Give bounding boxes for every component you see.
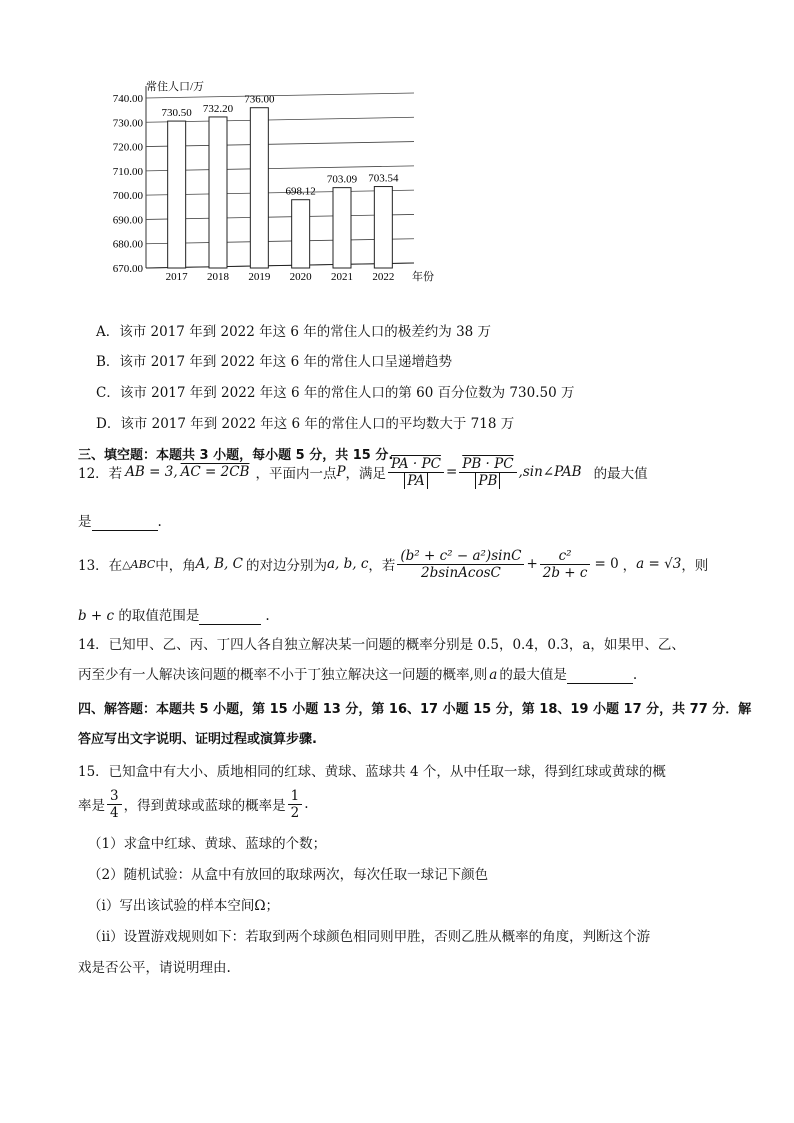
q12-mid: ，平面内一点 xyxy=(255,466,337,482)
q12-frac1-den: PA xyxy=(404,473,428,489)
q13-t5: ，则 xyxy=(681,558,709,574)
q13-range-text: 的取值范围是 xyxy=(118,608,200,624)
q12-line2-text: 是 xyxy=(78,514,92,530)
y-tick-label: 670.00 xyxy=(112,263,143,275)
q12-frac2-num: PB · PC xyxy=(459,456,516,473)
q12-sin: ,sin∠PAB xyxy=(518,464,582,480)
bar-2020 xyxy=(292,200,310,268)
q15-f2-den: 2 xyxy=(290,804,300,821)
q14-line2b: 的最大值是 xyxy=(499,667,567,683)
bar-value-label: 736.00 xyxy=(244,93,275,106)
q15-part-2-i: （i）写出该试验的样本空间Ω； xyxy=(88,898,280,914)
q15-l2c: . xyxy=(304,796,309,812)
q13-bc: b + c xyxy=(78,608,115,624)
q12-tail: 的最大值 xyxy=(593,466,648,482)
q14-a: a xyxy=(489,667,498,683)
x-tick-label: 2020 xyxy=(289,271,312,283)
option-c: C．该市 2017 年到 2022 年这 6 年的常住人口的第 60 百分位数为 730.50 万 xyxy=(96,385,575,401)
section-4-heading-line2: 答应写出文字说明、证明过程或演算步骤. xyxy=(78,732,317,747)
bar-2022 xyxy=(374,187,392,268)
question-13 xyxy=(78,543,708,585)
x-tick-label: 2018 xyxy=(207,271,229,283)
q13-line2 xyxy=(78,604,270,625)
q13-eq0: = 0 xyxy=(594,556,619,572)
bar-2019 xyxy=(250,108,268,268)
q15-part-2-ii-line2: 戏是否公平，请说明理由. xyxy=(78,960,231,976)
x-tick-label: 2021 xyxy=(331,271,353,283)
y-tick-label: 680.00 xyxy=(112,238,143,251)
x-tick-label: 2019 xyxy=(248,271,271,283)
chart-bars xyxy=(168,108,393,268)
q13-answer-blank[interactable] xyxy=(199,608,261,625)
q14-line1: 14．已知甲、乙、丙、丁四人各自独立解决某一问题的概率分别是 0.5，0.4，0.3，a，如果甲、乙、 xyxy=(78,637,685,653)
q12-point-p: P xyxy=(336,464,346,480)
x-tick-label: 2022 xyxy=(372,271,395,283)
q15-part-2-ii-line1: （ii）设置游戏规则如下：若取到两个球颜色相同则甲胜，否则乙胜从概率的角度，判断这个游 xyxy=(88,929,651,945)
q15-f1-num: 3 xyxy=(107,788,122,805)
q13-frac1-den: 2bsinAcosC xyxy=(420,564,501,581)
q15-line2 xyxy=(78,784,308,824)
y-tick-label: 740.00 xyxy=(112,93,143,105)
q12-cond1: AB = 3, xyxy=(125,464,178,480)
gridline xyxy=(146,93,414,98)
q15-l2b: ，得到黄球或蓝球的概率是 xyxy=(123,798,286,814)
q15-part-2: （2）随机试验：从盒中有放回的取球两次，每次任取一球记下颜色 xyxy=(88,867,489,883)
q14-end: . xyxy=(632,667,638,683)
q13-end: . xyxy=(265,608,270,624)
x-tick-labels xyxy=(166,271,395,283)
q12-answer-blank[interactable] xyxy=(92,514,158,531)
section-3-heading: 三、填空题：本题共 3 小题，每小题 5 分，共 15 分. xyxy=(78,448,394,463)
q13-t2: 的对边分别为 xyxy=(245,558,327,574)
q13-frac2-num: c² xyxy=(540,548,591,565)
q15-line1: 15．已知盒中有大小、质地相同的红球、黄球、蓝球共 4 个，从中任取一球，得到红球或黄球的概 xyxy=(78,764,666,780)
q12-line2 xyxy=(78,510,162,531)
q12-fraction-2 xyxy=(459,456,516,489)
y-tick-label: 690.00 xyxy=(112,214,143,227)
x-axis-line xyxy=(146,263,414,268)
q13-frac1-num: (b² + c² − a²)sinC xyxy=(397,548,524,565)
section-4-heading-line1: 四、解答题：本题共 5 小题，第 15 小题 13 分，第 16、17 小题 15 分，第 18、19 小题 17 分，共 77 分．解 xyxy=(78,702,752,717)
question-12 xyxy=(78,447,648,497)
bar-value-label: 698.12 xyxy=(285,185,316,198)
y-axis-label: 常住人口/万 xyxy=(146,81,205,93)
q13-frac2-den: 2b + c xyxy=(542,564,588,581)
gridline xyxy=(146,214,414,219)
option-a: A．该市 2017 年到 2022 年这 6 年的常住人口的极差约为 38 万 xyxy=(96,324,492,340)
bar-2017 xyxy=(168,121,186,268)
q14-line2 xyxy=(78,663,637,684)
y-tick-labels xyxy=(113,93,144,275)
q12-frac1-num: PA · PC xyxy=(388,456,444,473)
gridline xyxy=(146,239,414,244)
y-tick-label: 700.00 xyxy=(112,190,143,203)
q12-num: 12．若 xyxy=(78,466,123,482)
y-tick-label: 730.00 xyxy=(112,117,143,130)
q13-fraction-1 xyxy=(397,548,524,581)
q12-frac2-den: PB xyxy=(475,473,500,489)
option-d: D．该市 2017 年到 2022 年这 6 年的常住人口的平均数大于 718 万 xyxy=(96,416,515,432)
q13-fraction-2 xyxy=(540,548,591,581)
q12-equals: = xyxy=(445,464,458,480)
q15-fraction-3-4 xyxy=(107,788,122,821)
gridline xyxy=(146,142,414,147)
q13-angles: A, B, C xyxy=(195,556,243,572)
bar-value-label: 703.09 xyxy=(326,173,358,186)
bar-value-label: 703.54 xyxy=(368,172,399,185)
q13-t1: 中，角 xyxy=(155,558,196,574)
option-b: B．该市 2017 年到 2022 年这 6 年的常住人口呈递增趋势 xyxy=(96,354,452,370)
gridline xyxy=(146,190,414,195)
y-tick-label: 720.00 xyxy=(112,141,143,154)
q15-fraction-1-2 xyxy=(288,788,303,821)
q14-line2a: 丙至少有一人解决该问题的概率不小于丁独立解决这一问题的概率,则 xyxy=(78,667,488,683)
bar-2021 xyxy=(333,188,351,268)
q12-fraction-1 xyxy=(388,456,444,489)
q13-t3: ，若 xyxy=(368,558,396,574)
bar-value-label: 730.50 xyxy=(161,107,192,120)
x-axis-label: 年份 xyxy=(412,271,434,283)
population-bar-chart xyxy=(96,80,436,285)
q14-answer-blank[interactable] xyxy=(567,667,633,684)
y-tick-label: 710.00 xyxy=(112,165,143,178)
bar-2018 xyxy=(209,117,227,268)
q13-t4: ， xyxy=(622,558,637,574)
q15-f2-num: 1 xyxy=(288,788,303,805)
x-tick-label: 2017 xyxy=(165,271,188,283)
q15-part-1: （1）求盒中红球、黄球、蓝球的个数； xyxy=(88,836,327,852)
q15-f1-den: 4 xyxy=(110,804,119,821)
q13-sides: a, b, c xyxy=(326,556,369,572)
q13-triangle: △ABC xyxy=(122,557,156,571)
gridline xyxy=(146,166,414,171)
q12-satisfy: ，满足 xyxy=(345,466,387,482)
q13-a-condition: a = √3 xyxy=(636,556,682,572)
q12-end: . xyxy=(157,514,162,530)
q12-cond2: AC = 2CB xyxy=(180,464,250,480)
q15-l2a: 率是 xyxy=(78,798,105,814)
bar-value-label: 732.20 xyxy=(202,102,234,115)
q13-plus: + xyxy=(526,556,538,572)
q13-num: 13．在 xyxy=(78,558,123,574)
